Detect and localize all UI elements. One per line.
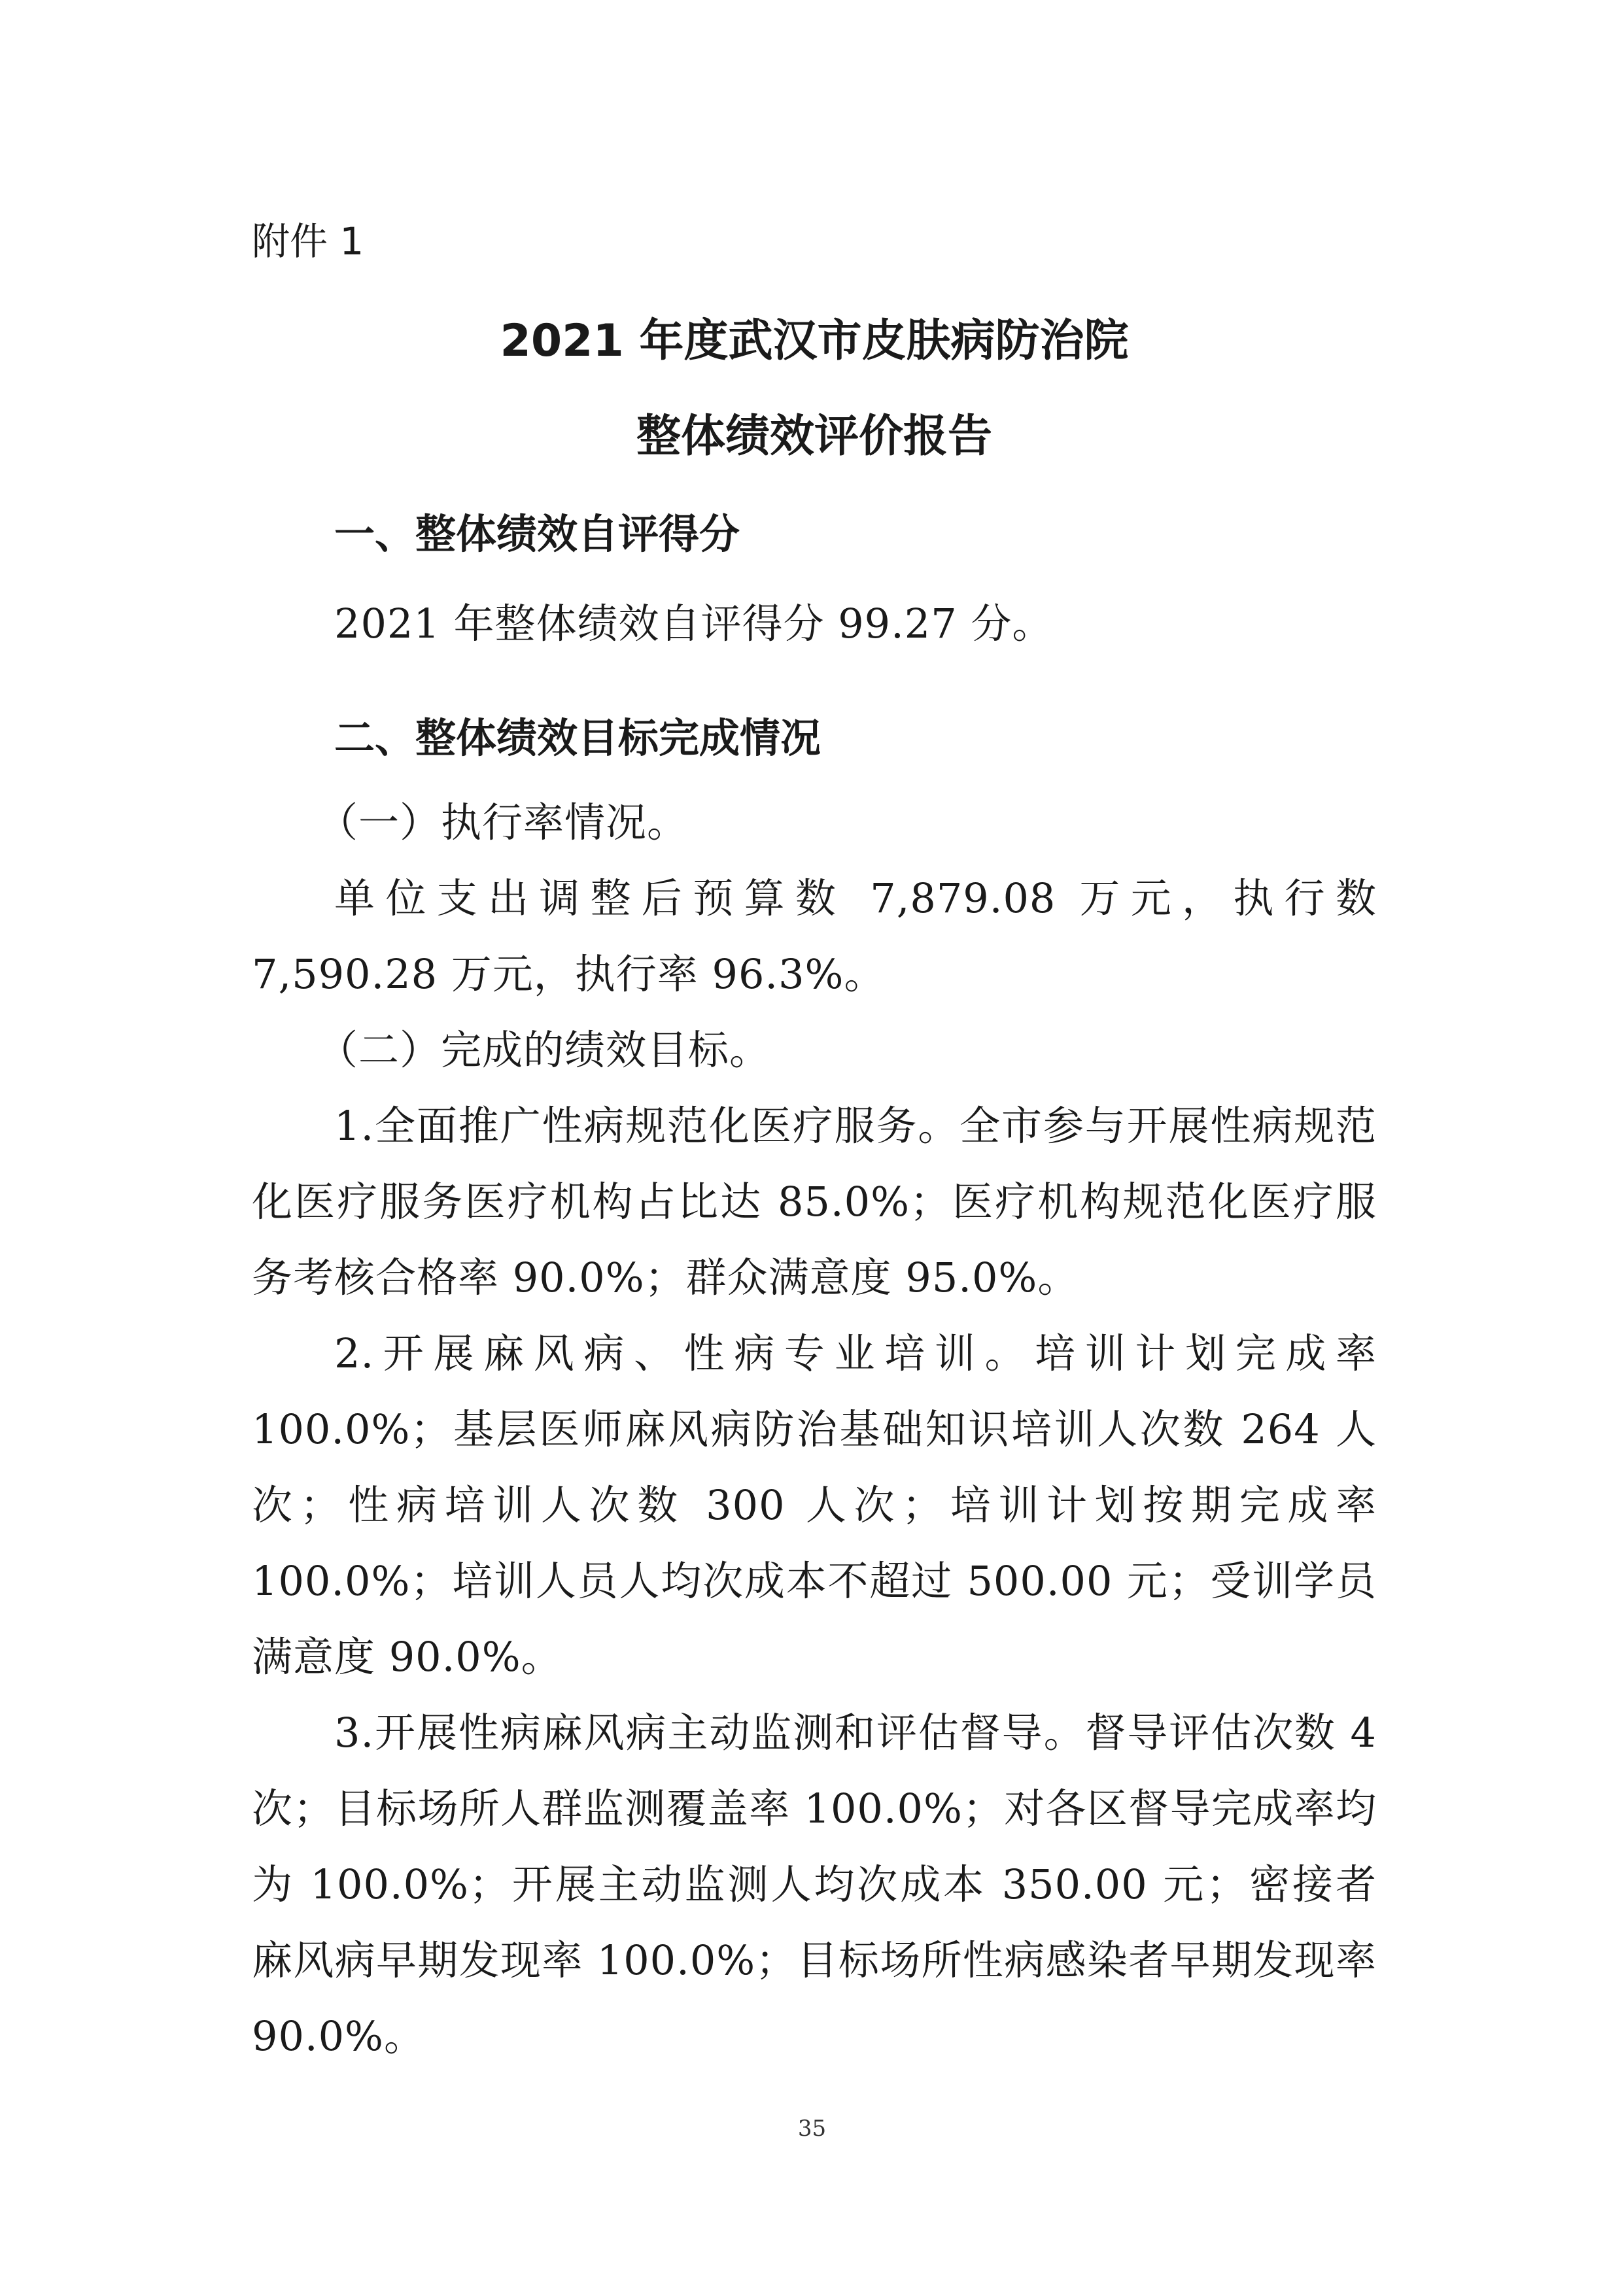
section1-text: 2021 年整体绩效自评得分 99.27 分。 <box>334 600 1054 647</box>
item3-text: 3.开展性病麻风病主动监测和评估督导。督导评估次数 4 次；目标场所人群监测覆盖率 100.0%；对各区督导完成率均为 100.0%；开展主动监测人均次成本 350.00 元；密接者麻风病早期发现率 100.0%；目标场所性病感染者早期发现率 90.0%。 <box>252 1709 1377 2060</box>
sub1-heading: （一）执行率情况。 <box>317 798 689 846</box>
section2-heading: 二、整体绩效目标完成情况 <box>334 714 821 762</box>
sub1-text: 单位支出调整后预算数 7,879.08 万元，执行数 7,590.28 万元，执行率 96.3%。 <box>252 874 1377 998</box>
attachment-label: 附件 1 <box>252 219 364 264</box>
document-title-line2: 整体绩效评价报告 <box>636 411 992 462</box>
document-page <box>252 196 1377 2074</box>
section1-heading: 一、整体绩效自评得分 <box>334 510 740 558</box>
item1-text: 1.全面推广性病规范化医疗服务。全市参与开展性病规范化医疗服务医疗机构占比达 85.0%；医疗机构规范化医疗服务考核合格率 90.0%；群众满意度 95.0%。 <box>252 1102 1377 1301</box>
sub2-heading: （二）完成的绩效目标。 <box>317 1026 771 1074</box>
item2-text: 2.开展麻风病、性病专业培训。培训计划完成率 100.0%；基层医师麻风病防治基础知识培训人次数 264 人次；性病培训人次数 300 人次；培训计划按期完成率 100.0%；培训人员人均次成本不超过 500.00 元；受训学员满意度 90.0%。 <box>252 1329 1377 1681</box>
document-title-line1: 2021 年度武汉市皮肤病防治院 <box>500 315 1129 367</box>
page-number: 35 <box>797 2116 827 2142</box>
